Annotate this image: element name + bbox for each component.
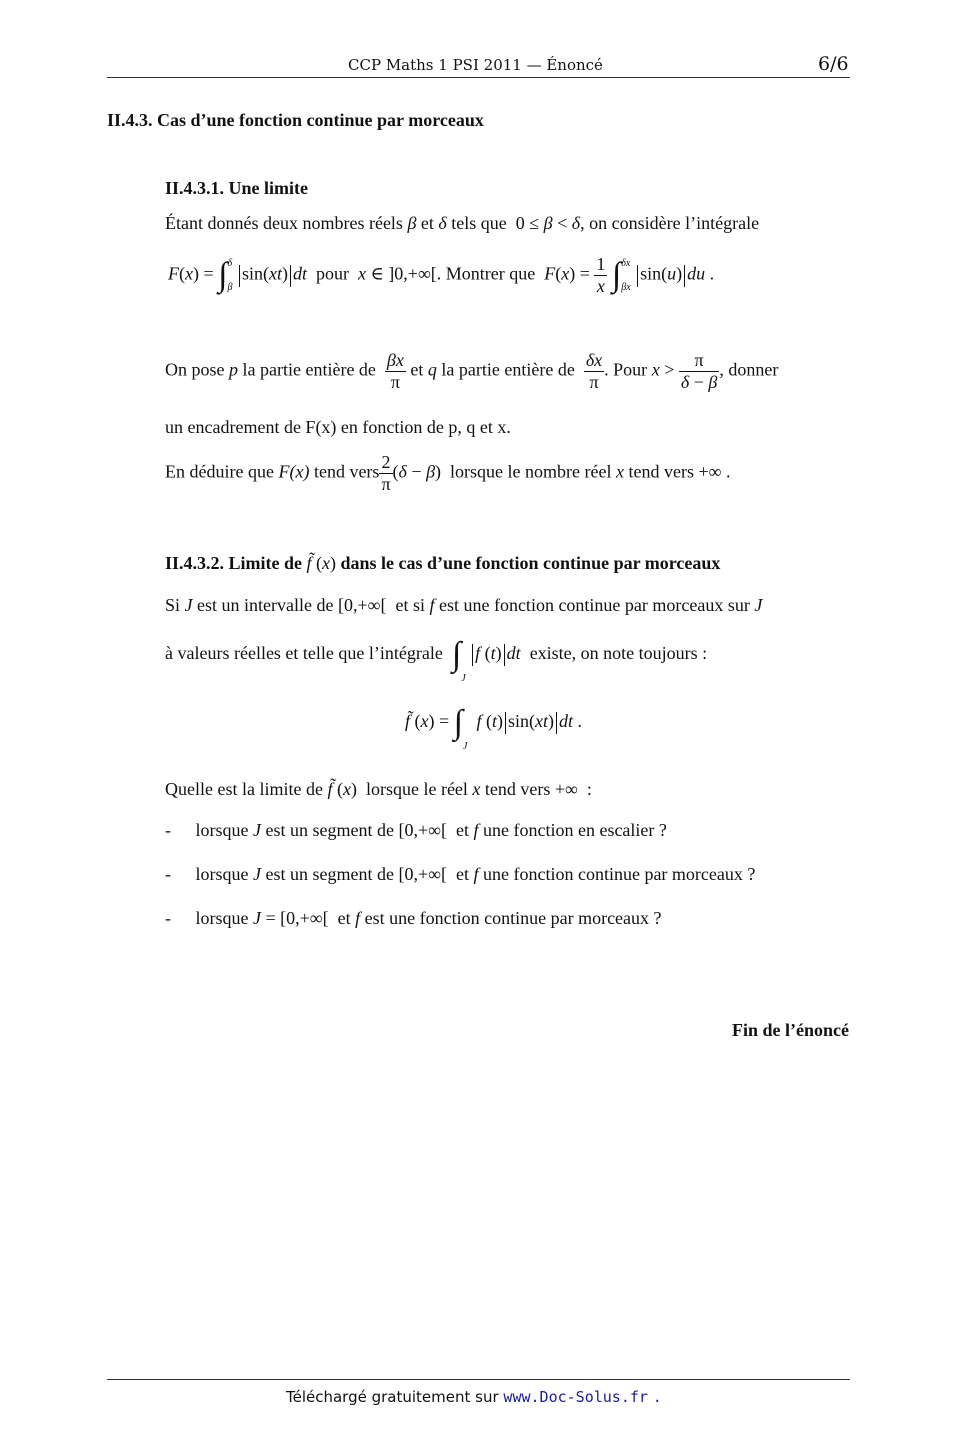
text-fragment: lorsque le nombre réel: [450, 461, 612, 482]
text-fragment: lorsque: [195, 908, 249, 928]
text-fragment: et: [420, 213, 434, 233]
question-line: Quelle est la limite de f̃ (x) lorsque le réel x tend vers +∞ :: [165, 779, 592, 799]
section-number: II.4.3: [107, 110, 149, 130]
text-fragment: est un segment de: [265, 864, 394, 884]
footer-dot: .: [652, 1388, 662, 1406]
text-fragment: et si: [395, 595, 425, 615]
text-fragment: lorsque: [195, 820, 249, 840]
text-fragment: à valeurs réelles et telle que l’intégrale: [165, 643, 443, 664]
list-dash: -: [165, 864, 171, 884]
text-fragment: lorsque le réel: [365, 779, 468, 799]
text-fragment: est un segment de: [265, 820, 394, 840]
text-fragment: et: [455, 820, 469, 840]
text-fragment: tend vers: [484, 779, 551, 799]
list-item: - lorsque J est un segment de [0,+∞[ et f une fonction en escalier ?: [165, 820, 667, 840]
footer-text: Téléchargé gratuitement sur: [286, 1388, 499, 1406]
text-fragment: , on considère l’intégrale: [580, 213, 760, 233]
text-fragment: Limite de: [228, 553, 303, 573]
sub2-paragraph-1: Si J est un intervalle de [0,+∞[ et si f est une fonction continue par morceaux sur J: [165, 595, 763, 615]
text-fragment: est une fonction continue par morceaux sur: [438, 595, 750, 615]
list-dash: -: [165, 908, 171, 928]
text-fragment: Si: [165, 595, 181, 615]
list-dash: -: [165, 820, 171, 840]
list-item: - lorsque J = [0,+∞[ et f est une fonction continue par morceaux ?: [165, 908, 662, 928]
text-fragment: Quelle est la limite de: [165, 779, 323, 799]
section-title: . Cas d’une fonction continue par morceaux: [148, 110, 484, 130]
sub2-paragraph-2: à valeurs réelles et telle que l’intégrale ∫J f (t) dt existe, on note toujours :: [165, 636, 708, 685]
text-fragment: . Montrer que: [436, 263, 536, 284]
text-fragment: dans le cas d’une fonction continue par morceaux: [340, 553, 721, 573]
text-fragment: Étant donnés deux nombres réels: [165, 213, 403, 233]
sub1-paragraph-5: En déduire que F(x) tend vers $\frac{2}{\pi}$ (δ − β) lorsque le nombre réel x tend vers +∞ .: [165, 452, 731, 494]
transform-formula: f̃ (x) = ∫J f (t) sin(xt) dt .: [405, 704, 582, 753]
page-number: 6/6: [818, 53, 849, 75]
text-fragment: pour: [315, 263, 349, 284]
text-fragment: existe, on note toujours :: [529, 643, 708, 664]
text-fragment: une fonction continue par morceaux ?: [482, 864, 756, 884]
text-fragment: tels que: [451, 213, 507, 233]
text-fragment: . Pour: [604, 359, 648, 380]
running-header-title: CCP Maths 1 PSI 2011 — Énoncé: [348, 56, 603, 74]
text-fragment: la partie entière de: [242, 359, 376, 380]
text-fragment: est un intervalle de: [197, 595, 334, 615]
text-fragment: On pose: [165, 359, 225, 380]
text-fragment: est une fonction continue par morceaux ?: [364, 908, 662, 928]
text-fragment: et: [410, 359, 424, 380]
text-fragment: lorsque: [195, 864, 249, 884]
end-of-statement: Fin de l’énoncé: [732, 1020, 849, 1040]
text-fragment: et: [337, 908, 351, 928]
footer: [286, 1388, 662, 1406]
text-fragment: tend vers: [313, 461, 380, 482]
subsection-heading-1: [165, 178, 308, 199]
text-fragment: la partie entière de: [441, 359, 575, 380]
text-fragment: tend vers: [628, 461, 694, 482]
footer-link[interactable]: www.Doc-Solus.fr: [503, 1388, 648, 1406]
sub1-paragraph-1: Étant donnés deux nombres réels β et δ tels que 0 ≤ β < δ, on considère l’intégrale: [165, 213, 760, 233]
text-fragment: .: [725, 461, 731, 482]
sub1-paragraph-4: un encadrement de F(x) en fonction de p, q et x.: [165, 417, 511, 437]
text-fragment: En déduire que: [165, 461, 274, 482]
text-fragment: , donner: [719, 359, 779, 380]
footer-rule: [107, 1379, 850, 1380]
subsection-number-2: II.4.3.2.: [165, 553, 225, 573]
header-rule: [107, 77, 850, 78]
text-fragment: et: [455, 864, 469, 884]
subsection-heading-2: II.4.3.2. Limite de f̃ (x) dans le cas d’une fonction continue par morceaux: [165, 553, 721, 573]
text-fragment: une fonction en escalier ?: [482, 820, 667, 840]
section-heading: [107, 110, 484, 131]
text-fragment: :: [586, 779, 592, 799]
list-item: - lorsque J est un segment de [0,+∞[ et f une fonction continue par morceaux ?: [165, 864, 756, 884]
integral-definition-line: F(x) = ∫ δ β sin(xt) dt pour x ∈ ]0,+∞[. Montrer que F(x) = $\frac{1}{x}$ ∫ δx βx sin(u) du .: [168, 254, 715, 296]
sub1-paragraph-3: On pose p la partie entière de $\frac{\beta x}{\pi}$ et q la partie entière de $\frac{\delta x}{\pi}$ . Pour x > $\frac{\pi}{\delta - \beta}$ , donner: [165, 350, 779, 392]
subsection-number-1: II.4.3.1: [165, 178, 220, 198]
subsection-title-1: . Une limite: [219, 178, 308, 198]
